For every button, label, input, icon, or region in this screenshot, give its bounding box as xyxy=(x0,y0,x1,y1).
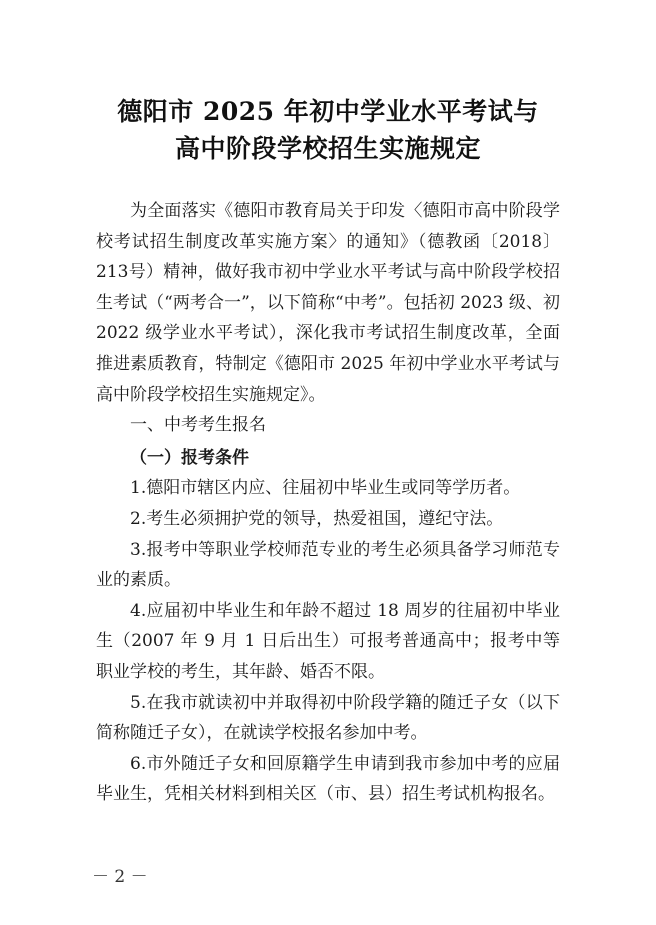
list-item: 3.报考中等职业学校师范专业的考生必须具备学习师范专业的素质。 xyxy=(96,539,560,591)
subsection-heading: （一）报考条件 xyxy=(130,447,249,468)
intro-paragraph: 为全面落实《德阳市教育局关于印发〈德阳市高中阶段学校考试招生制度改革实施方案〉的通知》（德教函〔2018〕213号）精神，做好我市初中学业水平考试与高中阶段学校招生考试（“两考合一”，以下简称“中考”。包括初 2023 级、初 2022 级学业水平考试），深化我市考试招生制度改革，全面推进素质教育，特制定《德阳市 2025 年初中学业水平考试与高中阶段学校招生实施规定》。 xyxy=(96,201,560,405)
page-number: － 2 － xyxy=(92,867,148,887)
list-item: 2.考生必须拥护党的领导，热爱祖国，遵纪守法。 xyxy=(130,508,504,529)
section-heading: 一、中考考生报名 xyxy=(130,415,266,436)
list-item: 1.德阳市辖区内应、往届初中毕业生或同等学历者。 xyxy=(130,478,521,499)
document-body xyxy=(96,196,560,810)
document-title-line-1: 德阳市 2025 年初中学业水平考试与 xyxy=(117,97,539,126)
document-title-line-2: 高中阶段学校招生实施规定 xyxy=(174,134,481,163)
list-item: 4.应届初中毕业生和年龄不超过 18 周岁的往届初中毕业生（2007 年 9 月 1 日后出生）可报考普通高中；报考中等职业学校的考生，其年龄、婚否不限。 xyxy=(96,600,560,682)
list-item: 6.市外随迁子女和回原籍学生申请到我市参加中考的应届毕业生，凭相关材料到相关区（市、县）招生考试机构报名。 xyxy=(96,753,560,805)
list-item: 5.在我市就读初中并取得初中阶段学籍的随迁子女（以下简称随迁子女），在就读学校报名参加中考。 xyxy=(96,692,560,744)
